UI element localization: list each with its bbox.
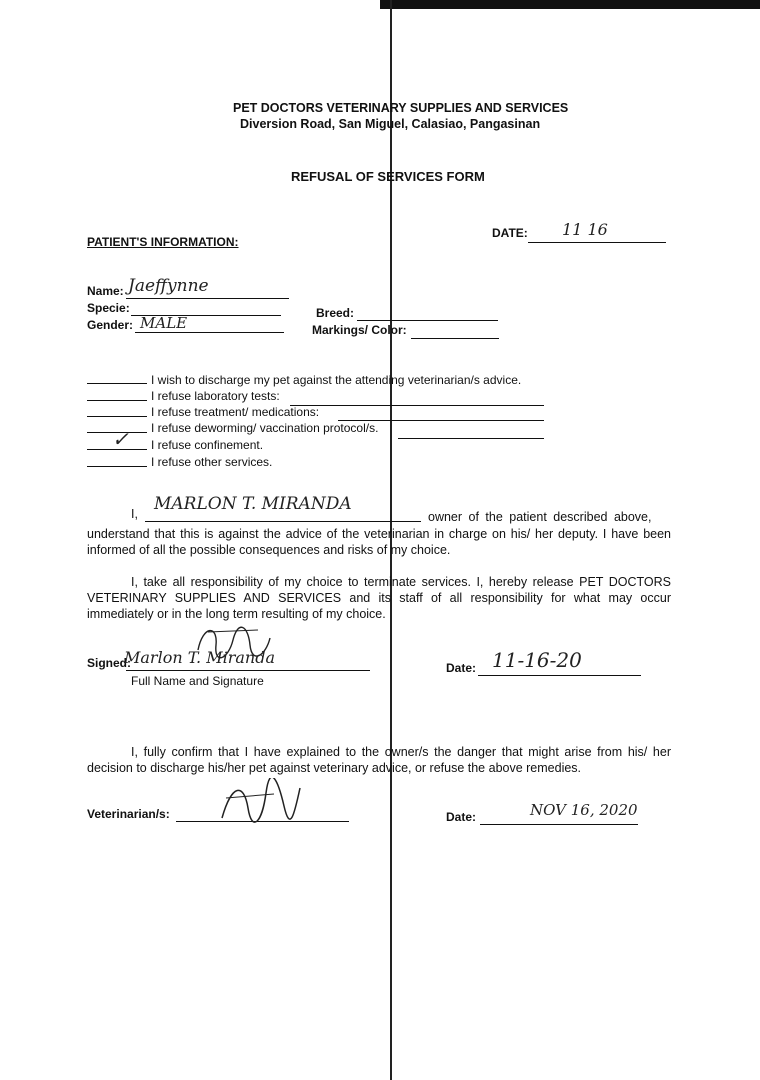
gender-label: Gender: xyxy=(87,318,134,332)
date-line xyxy=(528,242,666,243)
scan-edge-bar xyxy=(380,0,760,9)
confirmation-text: I, fully confirm that I have explained to the owner/s the danger that might arise from his/ her decision to discharge his/her pet against veterinary advice, or refuse the above remedies. xyxy=(87,745,671,775)
checklist-fill-line xyxy=(398,438,544,439)
declaration-text: understand that this is against the advice of the veterinarian in charge on his/ her deputy. I have been informed of all the possible consequences and risks of my choice. xyxy=(87,527,671,557)
vet-date-value: NOV 16, 2020 xyxy=(530,801,638,819)
responsibility-text: I, take all responsibility of my choice to terminate services. I, hereby release PET DOCTORS VETERINARY SUPPLIES AND SERVICES and its staff of all responsibility for what may occur immediately or in the long term resulting of my choice. xyxy=(87,575,671,621)
declaration-prefix: I, xyxy=(131,507,138,521)
owner-name-line xyxy=(145,521,421,522)
breed-line xyxy=(357,320,498,321)
date-value: 11 16 xyxy=(562,220,608,239)
checklist-item: I refuse deworming/ vaccination protocol/s. xyxy=(151,421,379,435)
owner-name: MARLON T. MIRANDA xyxy=(154,494,352,514)
date-label: DATE: xyxy=(492,226,528,240)
form-title: REFUSAL OF SERVICES FORM xyxy=(291,169,485,184)
veterinarian-signature xyxy=(214,778,304,828)
gender-value: MALE xyxy=(140,314,188,332)
checklist-item: I refuse laboratory tests: xyxy=(151,389,280,403)
checklist-item: I wish to discharge my pet against the attending veterinarian/s advice. xyxy=(151,373,522,387)
checklist-fill-line xyxy=(290,405,544,406)
veterinarian-label: Veterinarian/s: xyxy=(87,807,170,821)
markings-label: Markings/ Color: xyxy=(312,323,407,337)
signature-line xyxy=(126,670,370,671)
signed-caption: Full Name and Signature xyxy=(131,674,264,688)
checklist-blank xyxy=(87,400,147,401)
signed-date-label: Date: xyxy=(446,661,477,675)
vet-date-label: Date: xyxy=(446,810,477,824)
signed-date-line xyxy=(478,675,641,676)
checklist-blank xyxy=(87,383,147,384)
specie-label: Specie: xyxy=(87,301,130,315)
declaration-line1-suffix: owner of the patient described above, xyxy=(428,510,652,524)
name-value: Jaeffynne xyxy=(128,276,209,296)
gender-line xyxy=(135,332,284,333)
markings-line xyxy=(411,338,499,339)
name-line xyxy=(126,298,289,299)
clinic-name: PET DOCTORS VETERINARY SUPPLIES AND SERVICES xyxy=(233,101,569,115)
checklist-item: I refuse other services. xyxy=(151,455,273,469)
patient-info-heading: PATIENT'S INFORMATION: xyxy=(87,235,239,249)
checklist-blank xyxy=(87,466,147,467)
vet-date-line xyxy=(480,824,638,825)
signature-scribble xyxy=(188,620,278,670)
checklist-blank xyxy=(87,416,147,417)
signed-label: Signed: xyxy=(87,656,131,670)
clinic-address: Diversion Road, San Miguel, Calasiao, Pangasinan xyxy=(240,117,541,131)
breed-label: Breed: xyxy=(316,306,355,320)
name-label: Name: xyxy=(87,284,124,298)
checklist-check-mark: ✓ xyxy=(112,427,129,451)
checklist-item: I refuse confinement. xyxy=(151,438,264,452)
checklist-item: I refuse treatment/ medications: xyxy=(151,405,320,419)
signed-date-value: 11-16-20 xyxy=(492,648,582,672)
owner-signature: Marlon T. Miranda xyxy=(124,648,275,667)
